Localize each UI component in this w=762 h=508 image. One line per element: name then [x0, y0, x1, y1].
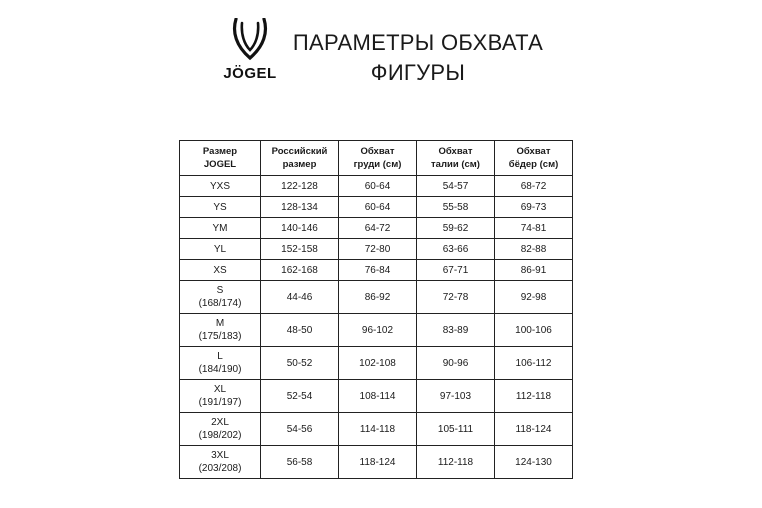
cell-waist: 97-103 [417, 380, 495, 413]
cell-chest: 102-108 [339, 347, 417, 380]
cell-hips: 92-98 [495, 281, 573, 314]
cell-russian-size: 48-50 [261, 314, 339, 347]
cell-russian-size: 128-134 [261, 197, 339, 218]
cell-hips: 69-73 [495, 197, 573, 218]
cell-waist: 105-111 [417, 413, 495, 446]
cell-jogel-size: L (184/190) [180, 347, 261, 380]
cell-jogel-size: S (168/174) [180, 281, 261, 314]
cell-waist: 54-57 [417, 176, 495, 197]
cell-chest: 118-124 [339, 446, 417, 479]
table-row [180, 239, 573, 260]
cell-chest: 76-84 [339, 260, 417, 281]
size-table [179, 140, 573, 479]
jogel-logo [218, 18, 282, 84]
cell-jogel-size: M (175/183) [180, 314, 261, 347]
cell-russian-size: 52-54 [261, 380, 339, 413]
cell-waist: 83-89 [417, 314, 495, 347]
cell-chest: 60-64 [339, 176, 417, 197]
cell-jogel-size: 3XL (203/208) [180, 446, 261, 479]
cell-russian-size: 50-52 [261, 347, 339, 380]
cell-hips: 86-91 [495, 260, 573, 281]
header-jogel-size: Размер JOGEL [180, 141, 261, 176]
table-row [180, 314, 573, 347]
cell-waist: 59-62 [417, 218, 495, 239]
cell-chest: 86-92 [339, 281, 417, 314]
table-header-row [180, 141, 573, 176]
cell-jogel-size: YM [180, 218, 261, 239]
header-chest: Обхват груди (см) [339, 141, 417, 176]
table-row [180, 446, 573, 479]
table-row [180, 281, 573, 314]
cell-hips: 124-130 [495, 446, 573, 479]
cell-russian-size: 140-146 [261, 218, 339, 239]
title-line-2: ФИГУРЫ [370, 60, 466, 85]
cell-waist: 67-71 [417, 260, 495, 281]
table-row [180, 197, 573, 218]
table-row [180, 413, 573, 446]
title-line-1: ПАРАМЕТРЫ ОБХВАТА [292, 30, 544, 55]
cell-jogel-size: 2XL (198/202) [180, 413, 261, 446]
cell-waist: 55-58 [417, 197, 495, 218]
cell-jogel-size: XL (191/197) [180, 380, 261, 413]
cell-chest: 72-80 [339, 239, 417, 260]
cell-jogel-size: YL [180, 239, 261, 260]
cell-chest: 96-102 [339, 314, 417, 347]
cell-hips: 106-112 [495, 347, 573, 380]
cell-chest: 114-118 [339, 413, 417, 446]
cell-waist: 63-66 [417, 239, 495, 260]
table-row [180, 260, 573, 281]
cell-hips: 112-118 [495, 380, 573, 413]
header-russian-size: Российский размер [261, 141, 339, 176]
cell-hips: 100-106 [495, 314, 573, 347]
cell-russian-size: 56-58 [261, 446, 339, 479]
cell-waist: 112-118 [417, 446, 495, 479]
cell-jogel-size: YS [180, 197, 261, 218]
cell-waist: 72-78 [417, 281, 495, 314]
cell-chest: 60-64 [339, 197, 417, 218]
cell-hips: 118-124 [495, 413, 573, 446]
cell-chest: 64-72 [339, 218, 417, 239]
header-waist: Обхват талии (см) [417, 141, 495, 176]
table-row [180, 380, 573, 413]
table-row [180, 218, 573, 239]
cell-russian-size: 122-128 [261, 176, 339, 197]
table-row [180, 176, 573, 197]
cell-waist: 90-96 [417, 347, 495, 380]
cell-russian-size: 44-46 [261, 281, 339, 314]
cell-hips: 68-72 [495, 176, 573, 197]
cell-hips: 82-88 [495, 239, 573, 260]
cell-russian-size: 162-168 [261, 260, 339, 281]
cell-russian-size: 152-158 [261, 239, 339, 260]
cell-russian-size: 54-56 [261, 413, 339, 446]
cell-jogel-size: XS [180, 260, 261, 281]
cell-chest: 108-114 [339, 380, 417, 413]
cell-hips: 74-81 [495, 218, 573, 239]
jogel-emblem-icon [230, 18, 270, 62]
page-title [278, 28, 558, 88]
header-hips: Обхват бёдер (см) [495, 141, 573, 176]
brand-name: JÖGEL [223, 65, 277, 82]
table-row [180, 347, 573, 380]
cell-jogel-size: YXS [180, 176, 261, 197]
